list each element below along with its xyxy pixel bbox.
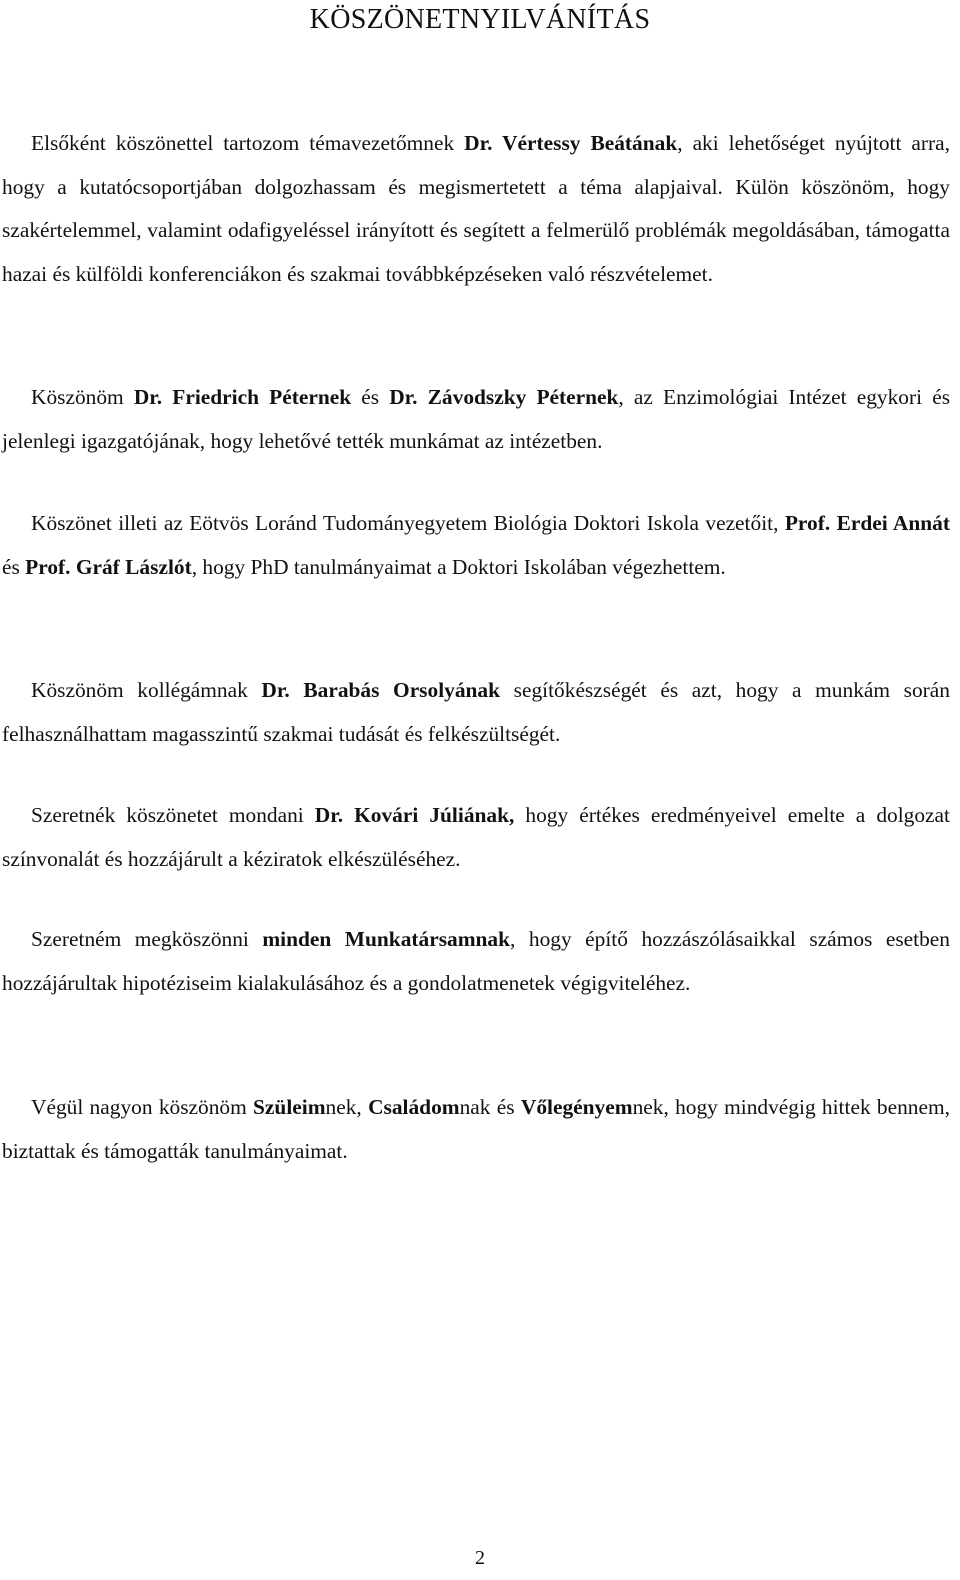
bold-name-run: Dr. Friedrich Péternek bbox=[133, 385, 352, 409]
text-run: Köszönet illeti az Eötvös Loránd Tudományegyetem Biológia Doktori Iskola vezetőit, bbox=[31, 511, 785, 535]
text-run: Szeretnék köszönetet mondani bbox=[31, 803, 315, 827]
bold-name-run: Vőlegényem bbox=[520, 1095, 633, 1119]
text-run: Végül nagyon köszönöm bbox=[31, 1095, 254, 1119]
text-run: Szeretném megköszönni bbox=[31, 927, 263, 951]
bold-name-run: minden Munkatársamnak bbox=[262, 927, 511, 951]
page-number: 2 bbox=[475, 1547, 485, 1569]
text-run: Köszönöm bbox=[31, 385, 134, 409]
bold-name-run: Dr. Barabás Orsolyának bbox=[261, 678, 501, 702]
paragraph-directors bbox=[2, 376, 950, 463]
bold-name-run: Dr. Závodszky Péternek bbox=[389, 385, 619, 409]
paragraph-family bbox=[2, 1086, 950, 1173]
text-run: segítőkészségét és azt, hogy a munkám során felhasználhattam magasszintű szakmai tudását és felkészültségét. bbox=[2, 678, 950, 746]
paragraph-doctoral-school bbox=[2, 502, 950, 589]
paragraph-colleague bbox=[2, 669, 950, 756]
text-run: nek, hogy mindvégig hittek bennem, biztattak és támogatták tanulmányaimat. bbox=[2, 1095, 950, 1163]
text-run: nek, bbox=[325, 1095, 369, 1119]
paragraph-supervisor bbox=[2, 122, 950, 296]
text-run: hogy értékes eredményeivel emelte a dolgozat színvonalát és hozzájárult a kéziratok elkészüléséhez. bbox=[2, 803, 950, 871]
bold-name-run: Családom bbox=[368, 1095, 460, 1119]
text-run: nak és bbox=[459, 1095, 521, 1119]
bold-name-run: Prof. Gráf Lászlót bbox=[25, 554, 192, 579]
text-run: , aki lehetőséget nyújtott arra, hogy a kutatócsoportjában dolgozhassam és megismertetett a téma alapjaival. Külön köszönöm, hogy szakértelemmel, valamint odafigyeléssel irányított és segített a felmerülő problémák megoldásában, támogatta hazai és külföldi konferenciákon és szakmai továbbképzéseken való részvételemet. bbox=[2, 131, 951, 286]
bold-name-run: Dr. Vértessy Beátának bbox=[464, 131, 678, 155]
bold-name-run: Dr. Kovári Júliának, bbox=[314, 803, 515, 827]
page-title: KÖSZÖNETNYILVÁNÍTÁS bbox=[309, 4, 651, 35]
paragraph-coworkers bbox=[2, 918, 950, 1005]
bold-name-run: Szüleim bbox=[253, 1095, 326, 1119]
text-run: és bbox=[2, 554, 26, 579]
text-run: és bbox=[351, 385, 390, 409]
text-run: , hogy építő hozzászólásaikkal számos esetben hozzájárultak hipotéziseim kialakulásához és a gondolatmenetek végigviteléhez. bbox=[2, 927, 950, 995]
text-run: Köszönöm kollégámnak bbox=[31, 678, 262, 702]
paragraph-coauthor bbox=[2, 794, 950, 881]
text-run: , az Enzimológiai Intézet egykori és jelenlegi igazgatójának, hogy lehetővé tették munkámat az intézetben. bbox=[2, 385, 951, 453]
text-run: , hogy PhD tanulmányaimat a Doktori Iskolában végezhettem. bbox=[191, 554, 726, 579]
bold-name-run: Prof. Erdei Annát bbox=[784, 511, 950, 535]
text-run: Elsőként köszönettel tartozom témavezetőmnek bbox=[31, 131, 465, 155]
